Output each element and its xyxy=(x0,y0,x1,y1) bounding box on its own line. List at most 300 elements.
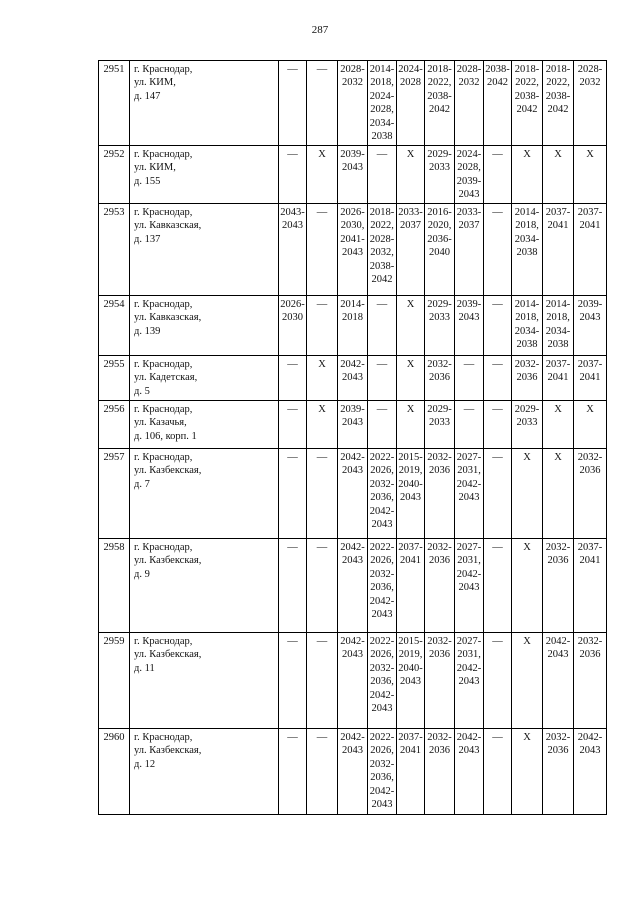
period-line: X xyxy=(523,452,531,463)
period-line: 2036 xyxy=(579,465,601,477)
period-line: — xyxy=(287,64,298,75)
period-cell xyxy=(338,296,368,356)
address-line: д. 11 xyxy=(134,662,155,674)
address-cell xyxy=(130,61,279,146)
period-line: 2026, xyxy=(370,465,394,477)
period-line: 2042- xyxy=(340,542,365,553)
period-cell xyxy=(512,539,543,633)
period-line: 2042- xyxy=(369,689,395,701)
period-line: 2036 xyxy=(429,465,450,477)
period-line: 2031, xyxy=(457,465,481,477)
period-cell xyxy=(307,729,338,815)
row-number: 2958 xyxy=(99,539,130,633)
period-cell xyxy=(397,356,425,401)
address-line: д. 139 xyxy=(134,325,161,337)
period-cell xyxy=(512,146,543,204)
period-line: 2042- xyxy=(340,452,365,463)
period-cell xyxy=(397,146,425,204)
period-line: X xyxy=(523,542,531,553)
period-line: — xyxy=(316,732,328,743)
period-line: 2036, xyxy=(370,772,394,784)
period-line: — xyxy=(316,542,328,553)
period-line: 2036 xyxy=(429,745,450,757)
table-row xyxy=(99,204,607,296)
period-line: 2041 xyxy=(579,372,601,384)
period-line: 2038 xyxy=(516,247,538,259)
row-number: 2951 xyxy=(99,61,130,146)
period-line: 2043 xyxy=(371,703,393,715)
period-line: 2043 xyxy=(342,247,363,259)
period-line: 2018- xyxy=(427,64,452,75)
period-line: — xyxy=(492,207,503,218)
period-line: 2039- xyxy=(456,175,482,187)
period-cell xyxy=(574,356,607,401)
period-line: 2041 xyxy=(400,555,421,567)
row-number: 2959 xyxy=(99,633,130,729)
period-line: 2032- xyxy=(369,758,395,770)
period-line: 2015- xyxy=(398,636,423,647)
period-cell xyxy=(368,296,397,356)
period-line: — xyxy=(492,149,503,160)
period-line: — xyxy=(376,299,388,310)
period-line: 2026, xyxy=(370,745,394,757)
period-line: 2028- xyxy=(456,64,482,75)
period-line: 2043 xyxy=(371,609,393,621)
period-cell xyxy=(397,449,425,539)
period-line: 2018- xyxy=(369,207,395,218)
address-line: ул. Казбекская, xyxy=(134,745,202,757)
period-line: 2032- xyxy=(427,542,452,553)
period-line: 2040 xyxy=(429,247,450,259)
period-line: 2026, xyxy=(370,649,394,661)
period-line: 2038- xyxy=(514,90,540,102)
period-cell xyxy=(368,61,397,146)
period-line: 2036 xyxy=(547,745,569,757)
period-line: 2022, xyxy=(427,77,452,89)
period-line: 2038- xyxy=(485,64,510,75)
period-line: 2043 xyxy=(400,492,421,504)
period-line: — xyxy=(287,359,298,370)
period-line: 2043 xyxy=(342,649,363,661)
period-line: — xyxy=(287,149,298,160)
period-line: 2037- xyxy=(545,359,571,370)
period-line: 2037- xyxy=(398,542,423,553)
period-cell xyxy=(368,401,397,449)
address-line: г. Краснодар, xyxy=(134,404,193,415)
period-line: 2037- xyxy=(545,207,571,218)
address-line: д. 137 xyxy=(134,233,161,245)
period-line: 2042- xyxy=(340,732,365,743)
period-line: 2019, xyxy=(398,649,423,661)
address-line: д. 7 xyxy=(134,478,150,490)
period-line: 2042 xyxy=(547,104,569,116)
period-line: 2014- xyxy=(545,299,571,310)
row-number: 2956 xyxy=(99,401,130,449)
period-cell xyxy=(397,61,425,146)
period-cell xyxy=(455,633,484,729)
period-line: 2034- xyxy=(514,233,540,245)
period-line: 2033- xyxy=(398,207,423,218)
period-cell xyxy=(425,61,455,146)
period-cell xyxy=(368,539,397,633)
period-line: 2032- xyxy=(427,359,452,370)
period-line: 2029- xyxy=(514,404,540,415)
period-cell xyxy=(307,356,338,401)
address-line: д. 106, корп. 1 xyxy=(134,430,197,442)
period-line: 2043- xyxy=(280,207,305,218)
period-cell xyxy=(307,633,338,729)
period-cell xyxy=(279,729,307,815)
period-cell xyxy=(368,356,397,401)
period-cell xyxy=(574,296,607,356)
period-line: 2036 xyxy=(429,649,450,661)
period-line: X xyxy=(586,404,594,415)
period-line: 2043 xyxy=(342,417,363,429)
row-number: 2957 xyxy=(99,449,130,539)
period-line: X xyxy=(318,149,326,160)
period-line: 2032- xyxy=(427,452,452,463)
period-line: 2032- xyxy=(577,636,603,647)
period-line: 2020, xyxy=(427,220,452,232)
period-line: 2038 xyxy=(547,339,569,351)
period-line: 2028, xyxy=(457,162,481,174)
address-line: ул. Казбекская, xyxy=(134,649,202,661)
period-line: — xyxy=(463,404,475,415)
period-line: 2042- xyxy=(369,785,395,797)
row-number: 2954 xyxy=(99,296,130,356)
period-line: 2043 xyxy=(282,220,303,232)
table-row xyxy=(99,61,607,146)
period-line: 2022- xyxy=(369,452,395,463)
period-line: 2032- xyxy=(427,732,452,743)
period-cell xyxy=(338,356,368,401)
period-line: 2014- xyxy=(514,299,540,310)
period-cell xyxy=(484,204,512,296)
period-cell xyxy=(543,633,574,729)
period-line: — xyxy=(287,542,298,553)
period-line: 2018 xyxy=(342,312,363,324)
period-line: 2037- xyxy=(577,207,603,218)
period-line: 2041 xyxy=(579,555,601,567)
period-line: 2022, xyxy=(515,77,539,89)
period-cell xyxy=(307,449,338,539)
period-line: — xyxy=(376,404,388,415)
period-cell xyxy=(368,146,397,204)
period-cell xyxy=(279,204,307,296)
row-number: 2953 xyxy=(99,204,130,296)
period-cell xyxy=(543,61,574,146)
period-line: 2043 xyxy=(342,162,363,174)
address-line: ул. КИМ, xyxy=(134,77,176,89)
period-line: 2037 xyxy=(458,220,480,232)
period-line: 2043 xyxy=(579,312,601,324)
period-line: 2033- xyxy=(456,207,482,218)
period-cell xyxy=(397,729,425,815)
address-line: ул. Кадетская, xyxy=(134,372,198,384)
period-line: 2022- xyxy=(369,542,395,553)
period-cell xyxy=(455,296,484,356)
period-line: X xyxy=(554,404,562,415)
period-cell xyxy=(279,449,307,539)
period-cell xyxy=(307,539,338,633)
period-line: 2032- xyxy=(545,732,571,743)
period-line: 2039- xyxy=(340,404,365,415)
period-line: 2037- xyxy=(577,542,603,553)
address-line: д. 155 xyxy=(134,175,161,187)
period-line: 2034- xyxy=(545,325,571,337)
period-line: 2022, xyxy=(370,220,394,232)
period-cell xyxy=(279,539,307,633)
table-row xyxy=(99,356,607,401)
period-line: 2030, xyxy=(340,220,365,232)
period-line: 2032- xyxy=(545,542,571,553)
period-line: 2024- xyxy=(456,149,482,160)
period-line: 2022- xyxy=(369,636,395,647)
period-line: 2032- xyxy=(427,636,452,647)
period-cell xyxy=(455,356,484,401)
period-line: 2043 xyxy=(547,649,569,661)
housing-register-table xyxy=(98,60,607,815)
period-line: 2038 xyxy=(516,339,538,351)
address-line: г. Краснодар, xyxy=(134,732,193,743)
period-cell xyxy=(574,633,607,729)
period-line: 2033 xyxy=(429,312,450,324)
period-line: 2018, xyxy=(515,312,539,324)
period-line: 2032, xyxy=(370,247,394,259)
period-line: 2032 xyxy=(458,77,480,89)
period-cell xyxy=(455,61,484,146)
address-line: г. Краснодар, xyxy=(134,299,193,310)
address-cell xyxy=(130,296,279,356)
period-line: 2036- xyxy=(427,233,452,245)
period-cell xyxy=(574,146,607,204)
period-line: 2014- xyxy=(514,207,540,218)
period-line: 2042- xyxy=(456,732,482,743)
period-line: 2043 xyxy=(458,492,480,504)
period-line: 2032- xyxy=(369,662,395,674)
period-cell xyxy=(512,449,543,539)
address-line: г. Краснодар, xyxy=(134,452,193,463)
period-line: — xyxy=(316,452,328,463)
period-line: 2027- xyxy=(456,542,482,553)
period-cell xyxy=(338,401,368,449)
period-line: 2036 xyxy=(579,649,601,661)
period-cell xyxy=(455,146,484,204)
period-line: — xyxy=(287,636,298,647)
period-cell xyxy=(455,449,484,539)
address-line: ул. КИМ, xyxy=(134,162,176,174)
period-line: X xyxy=(318,359,326,370)
period-cell xyxy=(397,539,425,633)
period-line: 2042- xyxy=(456,478,482,490)
period-line: — xyxy=(287,732,298,743)
period-line: 2033 xyxy=(429,162,450,174)
period-line: 2028 xyxy=(400,77,421,89)
period-line: 2030 xyxy=(282,312,303,324)
period-cell xyxy=(425,146,455,204)
period-line: 2042 xyxy=(429,104,450,116)
period-line: X xyxy=(406,299,415,310)
address-cell xyxy=(130,401,279,449)
address-line: д. 9 xyxy=(134,568,150,580)
period-line: 2043 xyxy=(458,189,480,201)
period-line: 2043 xyxy=(458,312,480,324)
period-line: 2037- xyxy=(577,359,603,370)
period-cell xyxy=(484,146,512,204)
period-cell xyxy=(512,633,543,729)
period-line: X xyxy=(406,149,415,160)
period-cell xyxy=(543,356,574,401)
period-line: X xyxy=(586,149,594,160)
period-line: 2040- xyxy=(398,662,423,674)
period-cell xyxy=(484,356,512,401)
row-number: 2952 xyxy=(99,146,130,204)
period-line: 2032- xyxy=(577,452,603,463)
period-cell xyxy=(484,729,512,815)
period-cell xyxy=(543,296,574,356)
period-cell xyxy=(543,449,574,539)
period-line: 2029- xyxy=(427,404,452,415)
period-cell xyxy=(368,449,397,539)
period-line: 2014- xyxy=(340,299,365,310)
period-line: 2018- xyxy=(545,64,571,75)
address-line: д. 5 xyxy=(134,385,150,397)
period-cell xyxy=(484,61,512,146)
period-cell xyxy=(368,633,397,729)
address-cell xyxy=(130,146,279,204)
period-cell xyxy=(279,401,307,449)
period-line: 2043 xyxy=(458,676,480,688)
period-line: — xyxy=(492,404,503,415)
address-line: ул. Кавказская, xyxy=(134,312,202,324)
page-number: 287 xyxy=(311,24,329,36)
period-line: 2028- xyxy=(369,233,395,245)
period-line: X xyxy=(406,359,415,370)
period-cell xyxy=(425,356,455,401)
period-cell xyxy=(338,449,368,539)
period-line: 2042- xyxy=(369,595,395,607)
address-cell xyxy=(130,729,279,815)
period-cell xyxy=(338,633,368,729)
period-cell xyxy=(338,146,368,204)
period-line: 2032- xyxy=(369,478,395,490)
address-cell xyxy=(130,204,279,296)
period-line: 2018, xyxy=(546,312,570,324)
period-line: — xyxy=(492,542,503,553)
period-cell xyxy=(455,729,484,815)
period-cell xyxy=(397,401,425,449)
period-cell xyxy=(512,204,543,296)
period-line: 2043 xyxy=(342,465,363,477)
period-line: 2027- xyxy=(456,636,482,647)
period-line: 2038 xyxy=(371,131,393,143)
period-line: 2028- xyxy=(577,64,603,75)
address-cell xyxy=(130,356,279,401)
address-line: д. 147 xyxy=(134,90,161,102)
period-line: 2037 xyxy=(400,220,421,232)
period-line: 2026- xyxy=(340,207,365,218)
period-cell xyxy=(279,356,307,401)
period-cell xyxy=(484,401,512,449)
period-line: 2032- xyxy=(514,359,540,370)
period-cell xyxy=(425,296,455,356)
period-line: — xyxy=(492,359,503,370)
period-line: 2042- xyxy=(340,636,365,647)
period-line: — xyxy=(316,207,328,218)
period-cell xyxy=(455,204,484,296)
period-line: 2042 xyxy=(487,77,508,89)
period-cell xyxy=(279,296,307,356)
period-line: 2043 xyxy=(342,745,363,757)
period-line: — xyxy=(492,636,503,647)
period-line: — xyxy=(287,404,298,415)
period-cell xyxy=(338,729,368,815)
period-line: — xyxy=(492,732,503,743)
period-line: 2036 xyxy=(516,372,538,384)
period-line: X xyxy=(406,404,415,415)
period-line: X xyxy=(523,732,531,743)
period-line: 2043 xyxy=(371,799,393,811)
period-cell xyxy=(397,633,425,729)
period-cell xyxy=(425,204,455,296)
address-line: ул. Казачья, xyxy=(134,417,187,429)
period-cell xyxy=(512,729,543,815)
period-line: 2033 xyxy=(429,417,450,429)
period-cell xyxy=(307,401,338,449)
address-line: д. 12 xyxy=(134,758,156,770)
period-line: — xyxy=(463,359,475,370)
period-line: 2028- xyxy=(340,64,365,75)
period-line: 2034- xyxy=(369,117,395,129)
period-cell xyxy=(425,539,455,633)
period-line: 2042 xyxy=(371,274,393,286)
period-line: 2039- xyxy=(456,299,482,310)
period-line: 2032- xyxy=(369,568,395,580)
table-row xyxy=(99,729,607,815)
period-cell xyxy=(574,539,607,633)
period-cell xyxy=(484,633,512,729)
period-line: 2018, xyxy=(370,77,394,89)
period-cell xyxy=(512,61,543,146)
period-line: 2032 xyxy=(579,77,601,89)
period-line: 2016- xyxy=(427,207,452,218)
period-cell xyxy=(307,146,338,204)
period-cell xyxy=(455,539,484,633)
table-row xyxy=(99,539,607,633)
period-line: 2027- xyxy=(456,452,482,463)
period-line: — xyxy=(376,149,388,160)
period-line: 2032 xyxy=(342,77,363,89)
period-line: — xyxy=(316,299,328,310)
period-line: 2043 xyxy=(579,745,601,757)
period-line: — xyxy=(316,636,328,647)
period-line: 2031, xyxy=(457,649,481,661)
table-row xyxy=(99,633,607,729)
address-line: ул. Казбекская, xyxy=(134,465,202,477)
address-cell xyxy=(130,449,279,539)
period-cell xyxy=(425,401,455,449)
period-line: — xyxy=(287,452,298,463)
address-cell xyxy=(130,633,279,729)
address-line: ул. Кавказская, xyxy=(134,220,202,232)
period-line: 2038- xyxy=(369,260,395,272)
period-line: X xyxy=(523,149,531,160)
period-line: 2024- xyxy=(398,64,423,75)
period-cell xyxy=(368,729,397,815)
period-line: — xyxy=(492,452,503,463)
period-line: 2024- xyxy=(369,90,395,102)
period-line: X xyxy=(554,149,562,160)
